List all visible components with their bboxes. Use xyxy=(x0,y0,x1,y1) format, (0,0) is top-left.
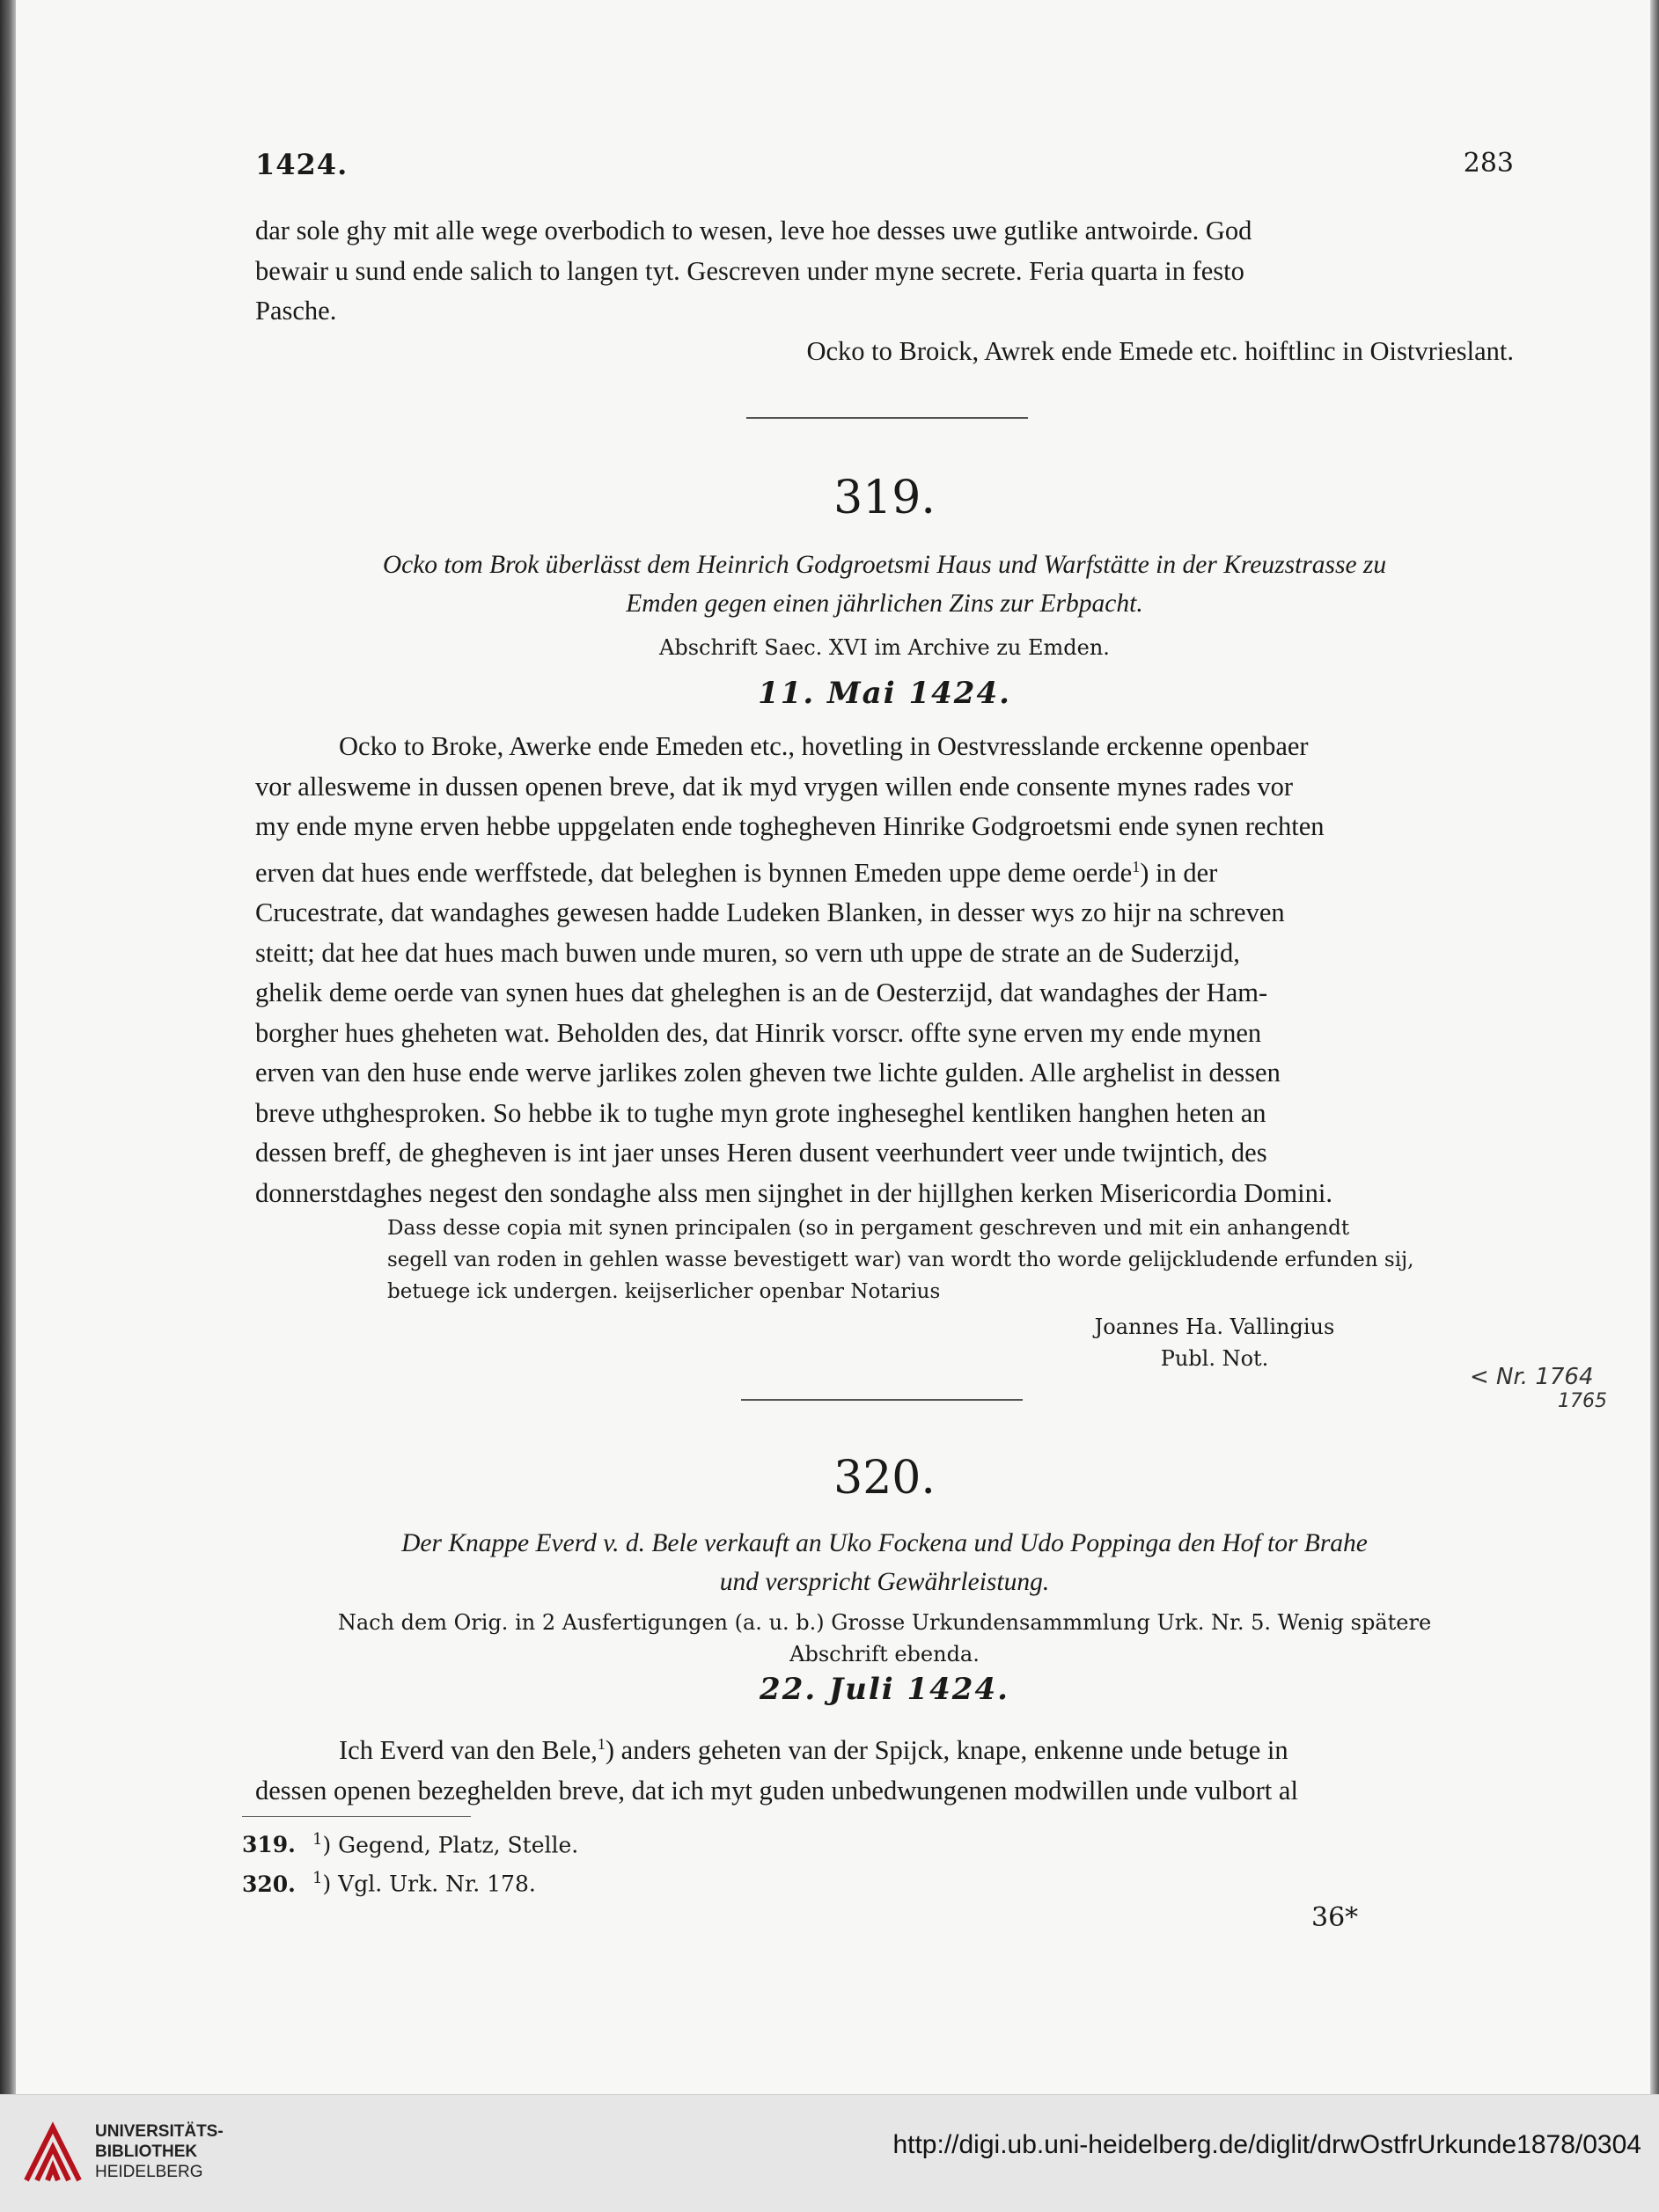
opening-signature: Ocko to Broick, Awrek ende Emede etc. hoiftlinc in Oistvrieslant. xyxy=(806,335,1514,366)
text-line: donnerstdaghes negest den sondaghe alss men sijnghet in der hijllghen kerken Misericordia Domini. xyxy=(255,1177,1332,1208)
text-line: bewair u sund ende salich to langen tyt. Gescreven under myne secrete. Feria quarta in festo xyxy=(255,255,1244,286)
footer-bar xyxy=(0,2094,1659,2212)
text-line: steitt; dat hee dat hues mach buwen unde muren, so vern uth uppe de strate an de Suderzijd, xyxy=(255,937,1240,968)
opening-paragraph xyxy=(255,211,1514,371)
permalink-url[interactable]: http://digi.ub.uni-heidelberg.de/diglit/drwOstfrUrkunde1878/0304 xyxy=(892,2130,1641,2159)
date-320: 22. Juli 1424. xyxy=(760,1672,1009,1707)
sheet-signature: 36* xyxy=(1311,1902,1359,1933)
text-line: erven dat hues ende werffstede, dat beleghen is bynnen Emeden uppe deme oerde$^1$) in der xyxy=(255,857,1218,888)
regest-line: Ocko tom Brok überlässt dem Heinrich Godgroetsmi Haus und Warfstätte in der Kreuzstrasse zu xyxy=(382,551,1387,579)
running-head-year: 1424. xyxy=(255,148,349,181)
regest-line: Der Knappe Everd v. d. Bele verkauft an Uko Fockena und Udo Poppinga den Hof tor Brahe xyxy=(401,1529,1368,1557)
notary-title: Publ. Not. xyxy=(1160,1346,1269,1371)
footnote-marker: 1 xyxy=(597,1735,606,1753)
text-line: ghelik deme oerde van synen hues dat gheleghen is an de Oesterzijd, dat wandaghes der Ham- xyxy=(255,978,1268,1008)
body-319 xyxy=(255,727,1514,1213)
text-line: Crucestrate, dat wandaghes gewesen hadde Ludeken Blanken, in desser wys zo hijr na schreven xyxy=(255,897,1285,928)
text-line: dessen openen bezeghelden breve, dat ich myt guden unbedwungenen modwillen unde vulbort al xyxy=(255,1775,1298,1805)
footnote: 319. $^1$) Gegend, Platz, Stelle. xyxy=(242,1830,579,1858)
scan-edge-right xyxy=(1650,0,1659,2094)
body-320 xyxy=(255,1725,1514,1811)
footnotes xyxy=(242,1823,1034,1901)
running-head xyxy=(255,148,1514,183)
regest-319 xyxy=(255,546,1514,623)
document-number-319: 319. xyxy=(833,472,936,524)
text-line: Pasche. xyxy=(255,296,337,326)
text-line: borgher hues gheheten wat. Beholden des, dat Hinrik vorscr. offte syne erven my ende mynen xyxy=(255,1017,1262,1048)
text-line: Ocko to Broke, Awerke ende Emeden etc., hovetling in Oestvresslande erckenne openbaer xyxy=(339,731,1309,761)
attestation-line: Dass desse copia mit synen principalen (so in pergament geschreven und mit ein anhangendt xyxy=(387,1217,1350,1240)
text-line: Ich Everd van den Bele,$^1$) anders geheten van der Spijck, knape, enkenne unde betuge in xyxy=(339,1735,1288,1766)
text-line: breve uthghesproken. So hebbe ik to tughe myn grote ingheseghel kentliken hanghen heten an xyxy=(255,1097,1266,1128)
regest-line: Emden gegen einen jährlichen Zins zur Erbpacht. xyxy=(626,590,1143,618)
text-line: my ende myne erven hebbe uppgelaten ende toghegheven Hinrike Godgroetsmi ende synen rechten xyxy=(255,811,1325,841)
attestation-line: segell van roden in gehlen wasse bevestigett war) van wordt tho worde gelijckludende erfunden sij, xyxy=(387,1249,1414,1271)
notarial-attestation xyxy=(387,1212,1514,1307)
notary-name: Joannes Ha. Vallingius xyxy=(1094,1315,1335,1339)
attestation-line: betuege ick undergen. keijserlicher openbar Notarius xyxy=(387,1280,941,1303)
library-logo-icon xyxy=(18,2114,88,2189)
text-line: dessen breff, de ghegheven is int jaer unses Heren dusent veerhundert veer unde twijntich, des xyxy=(255,1138,1267,1168)
scan-edge-left xyxy=(0,0,16,2094)
source-line: Nach dem Orig. in 2 Ausfertigungen (a. u. b.) Grosse Urkundensammmlung Urk. Nr. 5. Wenig spätere xyxy=(337,1610,1432,1635)
footnote: 320. $^1$) Vgl. Urk. Nr. 178. xyxy=(242,1869,536,1897)
source-319: Abschrift Saec. XVI im Archive zu Emden. xyxy=(659,635,1110,660)
page-number: 283 xyxy=(1463,148,1514,179)
footnote-rule xyxy=(242,1816,471,1817)
document-number-320: 320. xyxy=(833,1452,936,1505)
section-divider xyxy=(741,1399,1023,1401)
regest-line: und verspricht Gewährleistung. xyxy=(719,1568,1050,1596)
footnote-marker: 1 xyxy=(1132,857,1141,875)
text-line: vor allesweme in dussen openen breve, dat ik myd vrygen willen ende consente mynes rades vor xyxy=(255,771,1293,802)
section-divider xyxy=(746,417,1028,419)
text-line: dar sole ghy mit alle wege overbodich to wesen, leve hoe desses uwe gutlike antwoirde. God xyxy=(255,216,1252,245)
regest-320 xyxy=(255,1524,1514,1601)
source-320 xyxy=(255,1607,1514,1670)
handwritten-margin-note: < Nr. 1764 1765 xyxy=(1470,1364,1607,1412)
library-name: UNIVERSITÄTS- BIBLIOTHEK HEIDELBERG xyxy=(95,2122,224,2181)
date-319: 11. Mai 1424. xyxy=(758,676,1011,711)
source-line: Abschrift ebenda. xyxy=(789,1642,980,1666)
text-line: erven van den huse ende werve jarlikes zolen gheven twe lichte gulden. Alle arghelist in dessen xyxy=(255,1058,1281,1088)
